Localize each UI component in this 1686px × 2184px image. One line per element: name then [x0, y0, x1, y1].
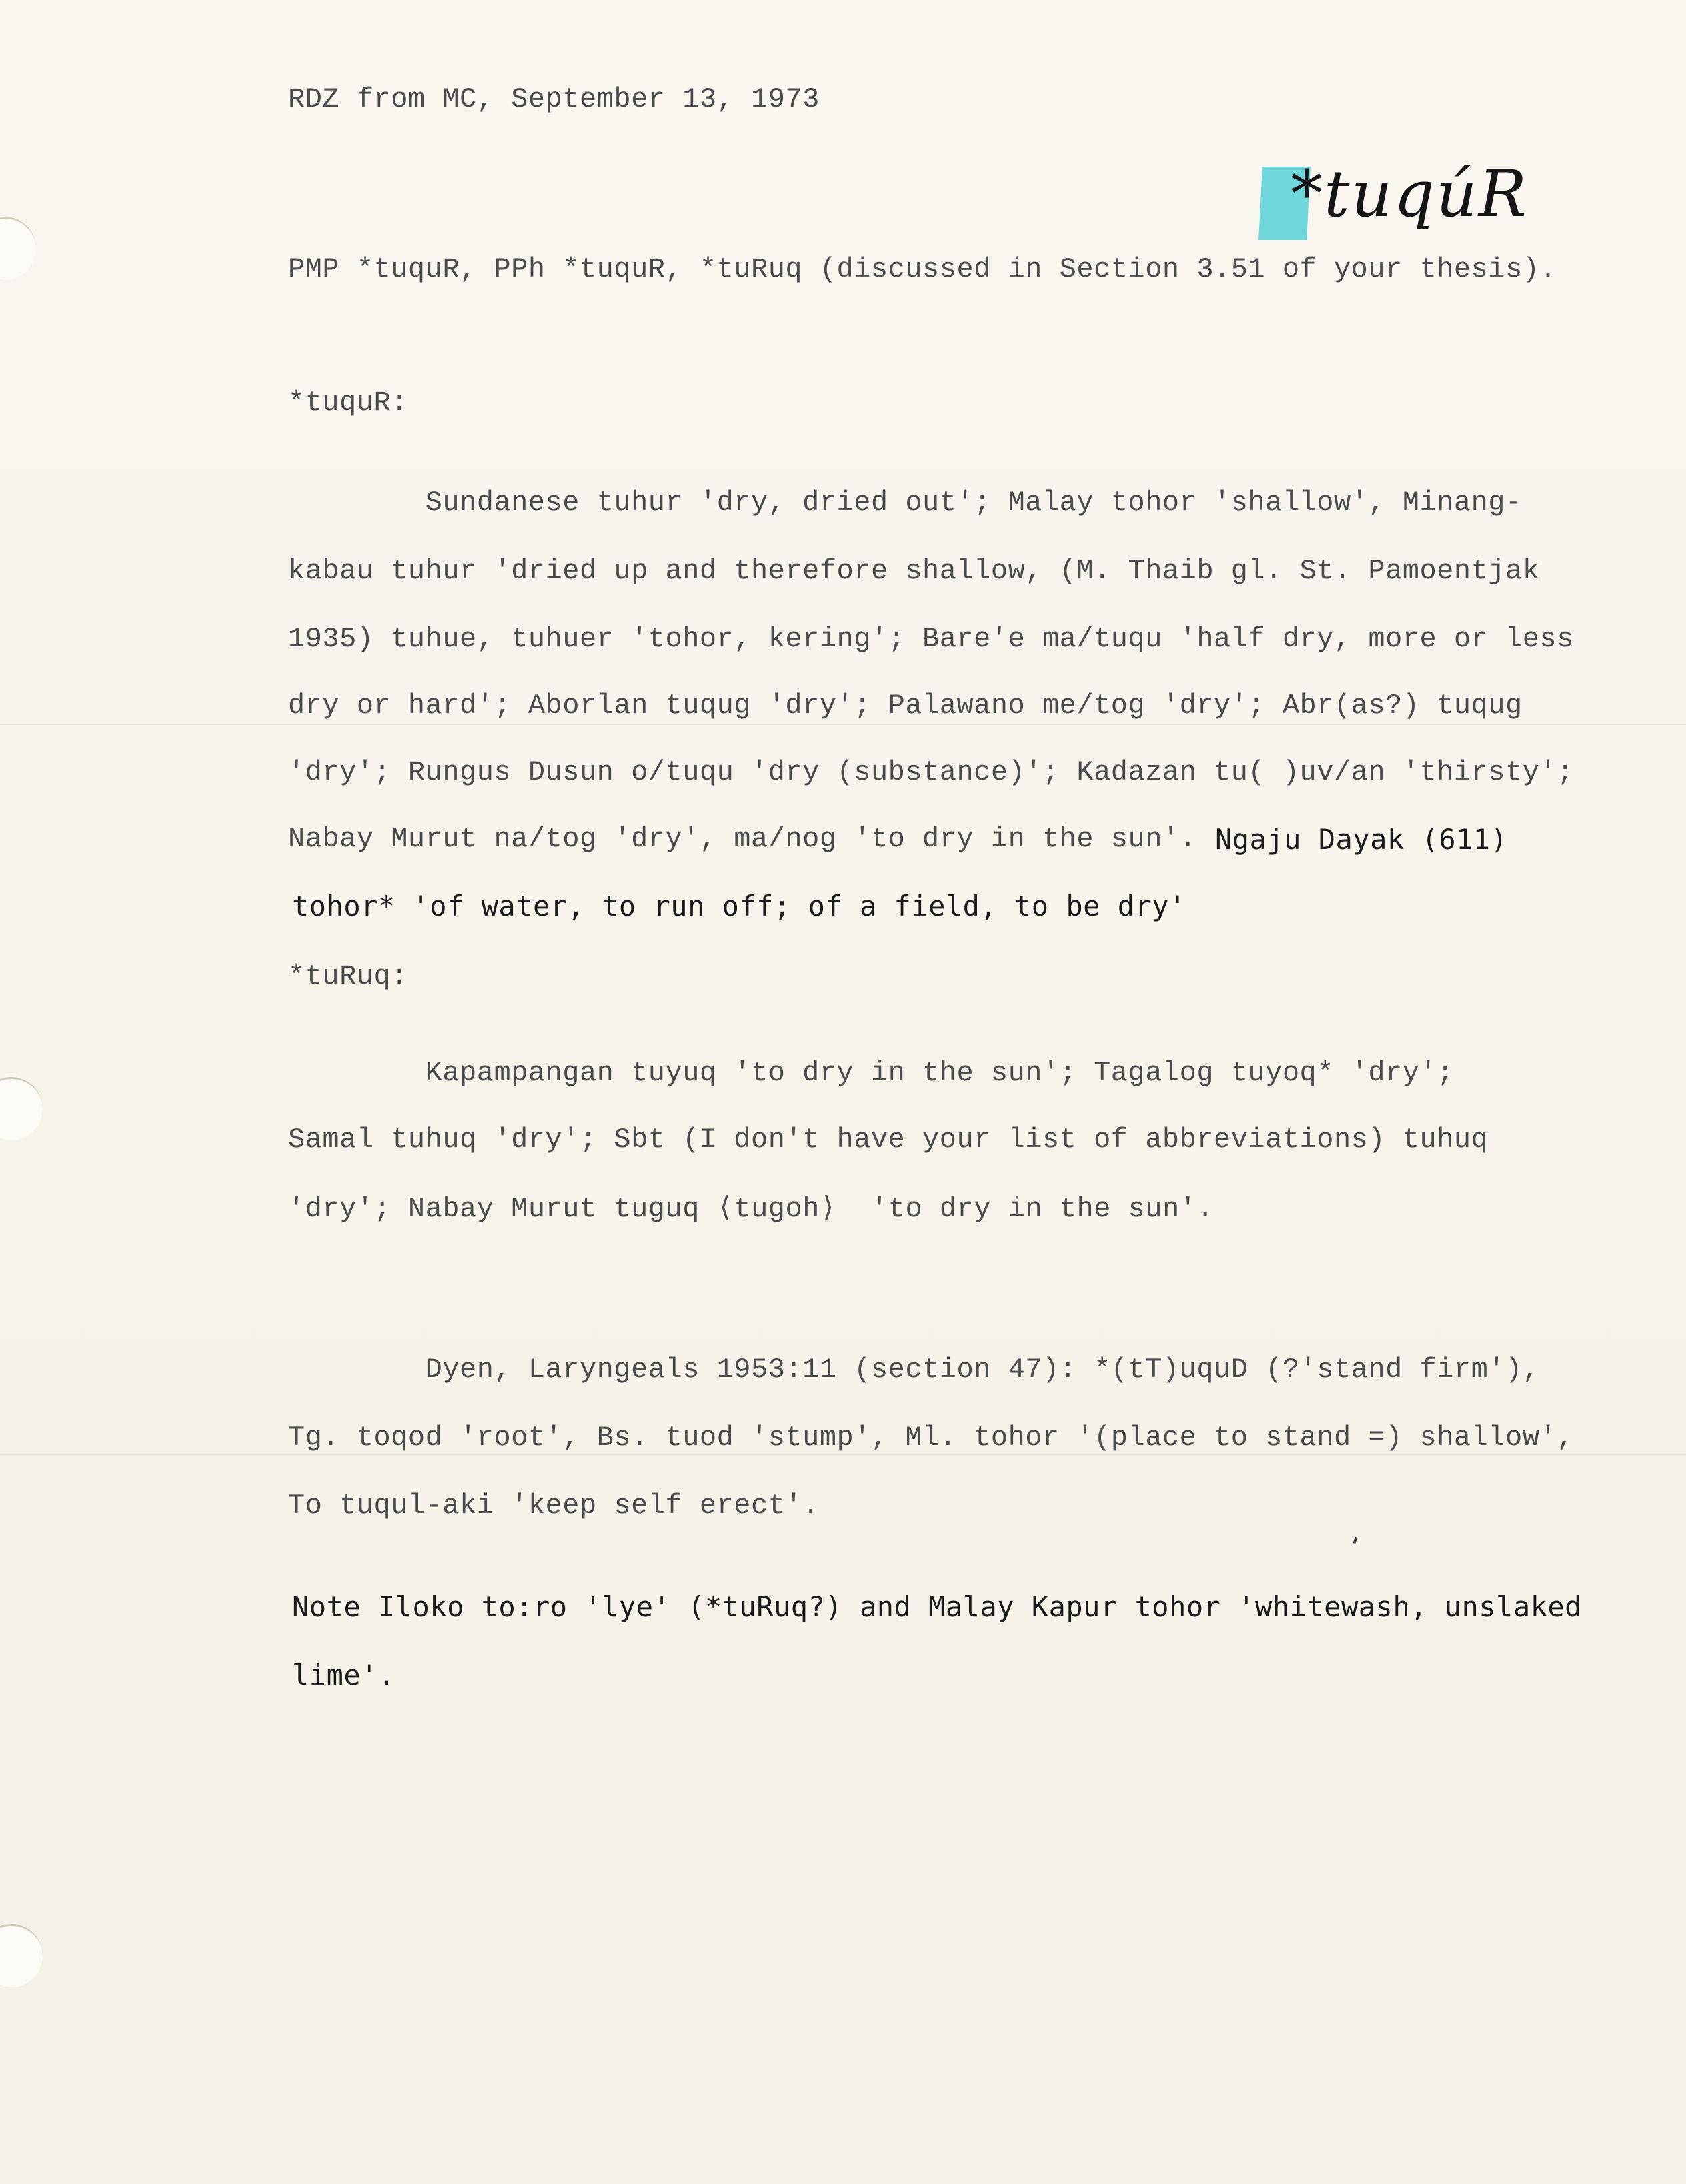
body-line: To tuqul-aki 'keep self erect'. — [288, 1490, 820, 1522]
stray-mark — [1353, 1537, 1357, 1544]
body-line: Kapampangan tuyuq 'to dry in the sun'; Tagalog tuyoq* 'dry'; — [288, 1057, 1454, 1089]
body-line: Tg. toqod 'root', Bs. tuod 'stump', Ml. tohor '(place to stand =) shallow', — [288, 1422, 1574, 1454]
punch-hole — [0, 217, 36, 280]
body-line: 'dry'; Nabay Murut tuguq ⟨tugoh⟩ 'to dry in the sun'. — [288, 1193, 1214, 1225]
handwritten-form: *tuqúR — [1291, 157, 1528, 231]
paper-fold-line — [0, 724, 1686, 725]
header-line: RDZ from MC, September 13, 1973 — [288, 83, 820, 115]
body-line: Sundanese tuhur 'dry, dried out'; Malay tohor 'shallow', Minang- — [288, 487, 1523, 519]
note-line: Note Iloko to:ro 'lye' (*tuRuq?) and Malay Kapur tohor 'whitewash, unslaked — [292, 1590, 1582, 1623]
intro-line: PMP *tuquR, PPh *tuquR, *tuRuq (discussed in Section 3.51 of your thesis). — [288, 253, 1557, 285]
section-heading: *tuRuq: — [288, 960, 408, 992]
body-line: Dyen, Laryngeals 1953:11 (section 47): *(tT)uquD (?'stand firm'), — [288, 1354, 1540, 1386]
handwritten-annotation — [1260, 157, 1528, 250]
body-line: dry or hard'; Aborlan tuqug 'dry'; Palawano me/tog 'dry'; Abr(as?) tuqug — [288, 690, 1523, 722]
body-line: Nabay Murut na/tog 'dry', ma/nog 'to dry in the sun'. — [288, 823, 1197, 855]
body-line: Samal tuhuq 'dry'; Sbt (I don't have your list of abbreviations) tuhuq — [288, 1124, 1489, 1156]
addendum-text: tohor* 'of water, to run off; of a field, to be dry' — [292, 890, 1186, 922]
note-line: lime'. — [292, 1659, 395, 1691]
section-heading: *tuquR: — [288, 387, 408, 419]
addendum-text: Ngaju Dayak (611) — [1215, 823, 1508, 856]
paper-fold-line — [0, 1454, 1686, 1455]
body-line: 'dry'; Rungus Dusun o/tuqu 'dry (substance)'; Kadazan tu( )uv/an 'thirsty'; — [288, 756, 1574, 788]
punch-hole — [0, 1077, 43, 1140]
body-line: 1935) tuhue, tuhuer 'tohor, kering'; Bare'e ma/tuqu 'half dry, more or less — [288, 623, 1574, 655]
punch-hole — [0, 1924, 43, 1987]
body-line: kabau tuhur 'dried up and therefore shallow, (M. Thaib gl. St. Pamoentjak — [288, 555, 1540, 587]
